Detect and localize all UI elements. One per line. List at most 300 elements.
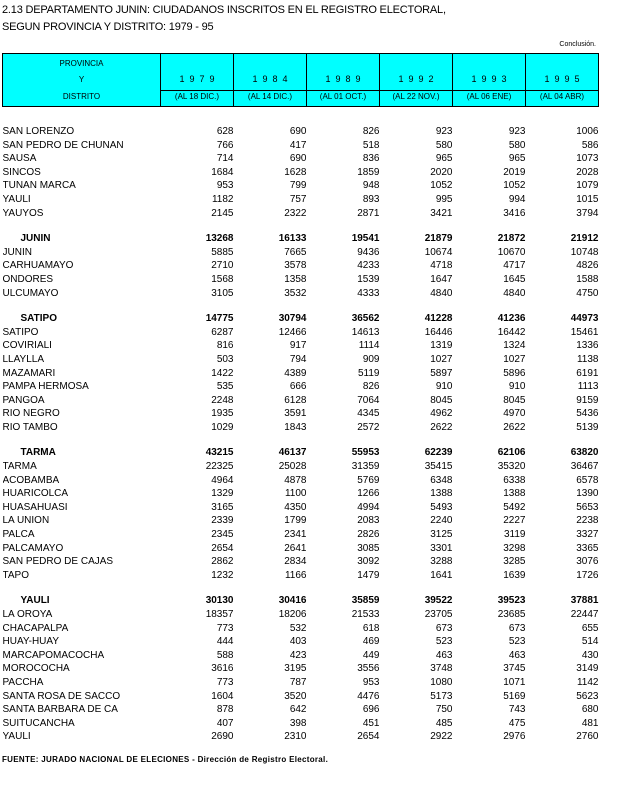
value-cell: 4345 <box>357 408 380 420</box>
value-cell: 18357 <box>205 609 234 620</box>
value-cell: 1336 <box>576 340 599 352</box>
value-cell: 580 <box>508 139 526 151</box>
value-cell: 3520 <box>284 690 307 702</box>
value-cell: 1388 <box>503 488 526 500</box>
value-cell: 3165 <box>211 501 234 513</box>
value-cell: 19541 <box>351 233 380 245</box>
value-cell: 4970 <box>503 408 526 420</box>
value-cell: 826 <box>362 381 380 393</box>
value-cell: 4389 <box>284 367 307 379</box>
district-row <box>3 246 599 260</box>
value-cell: 948 <box>362 180 380 192</box>
value-cell: 16442 <box>497 326 526 338</box>
value-cell: 39523 <box>497 595 526 607</box>
header-year-label: 1989 <box>325 74 366 84</box>
district-name: SAN PEDRO DE CAJAS <box>2 556 114 568</box>
value-cell: 62239 <box>424 447 453 459</box>
province-total-row <box>3 446 599 460</box>
value-cell: 4994 <box>357 501 380 513</box>
value-cell: 714 <box>216 153 234 165</box>
value-cell: 1138 <box>576 353 599 365</box>
value-cell: 1266 <box>357 488 380 500</box>
header-label-y: Y <box>78 75 85 84</box>
value-cell: 5769 <box>357 474 380 486</box>
value-cell: 2862 <box>211 556 234 568</box>
value-cell: 514 <box>581 636 599 648</box>
district-row <box>3 487 599 501</box>
value-cell: 3125 <box>430 529 453 541</box>
value-cell: 5653 <box>576 501 599 513</box>
value-cell: 2248 <box>211 394 234 406</box>
value-cell: 12466 <box>278 326 307 338</box>
value-cell: 451 <box>362 717 380 729</box>
source-note: FUENTE: JURADO NACIONAL DE ELECIONES - Dirección de Registro Electoral. <box>2 755 329 764</box>
value-cell: 55953 <box>351 447 380 459</box>
value-cell: 6338 <box>503 474 526 486</box>
value-cell: 2654 <box>357 731 380 743</box>
value-cell: 3616 <box>211 663 234 675</box>
value-cell: 523 <box>508 636 526 648</box>
spacer-row <box>3 220 599 232</box>
value-cell: 4233 <box>357 260 380 272</box>
value-cell: 836 <box>362 153 380 165</box>
value-cell: 5897 <box>430 367 453 379</box>
value-cell: 21533 <box>351 609 380 620</box>
district-row <box>3 193 599 207</box>
header-date-label: (AL 01 OCT.) <box>319 92 367 101</box>
value-cell: 503 <box>216 353 234 365</box>
district-row <box>3 555 599 569</box>
value-cell: 1647 <box>430 273 453 285</box>
value-cell: 463 <box>508 649 526 661</box>
value-cell: 36467 <box>570 461 599 473</box>
value-cell: 407 <box>216 717 234 729</box>
value-cell: 485 <box>435 717 453 729</box>
value-cell: 1568 <box>211 273 234 285</box>
value-cell: 696 <box>362 704 380 716</box>
value-cell: 2622 <box>430 421 453 433</box>
value-cell: 680 <box>581 704 599 716</box>
value-cell: 23705 <box>424 609 453 620</box>
district-row <box>3 207 599 221</box>
district-name: CARHUAMAYO <box>2 260 74 272</box>
value-cell: 1539 <box>357 273 380 285</box>
header-date-label: (AL 22 NOV.) <box>392 92 440 101</box>
value-cell: 2976 <box>503 731 526 743</box>
value-cell: 1641 <box>430 569 453 581</box>
district-row <box>3 367 599 381</box>
value-cell: 6578 <box>576 474 599 486</box>
value-cell: 14613 <box>351 326 380 338</box>
value-cell: 1390 <box>576 488 599 500</box>
header-year-4 <box>453 54 526 107</box>
value-cell: 6128 <box>284 394 307 406</box>
value-cell: 523 <box>435 636 453 648</box>
value-cell: 965 <box>435 153 453 165</box>
value-cell: 41228 <box>424 313 453 325</box>
district-row <box>3 326 599 340</box>
value-cell: 1639 <box>503 569 526 581</box>
value-cell: 5885 <box>211 246 234 258</box>
value-cell: 2572 <box>357 421 380 433</box>
value-cell: 25028 <box>278 461 307 473</box>
district-row <box>3 339 599 353</box>
value-cell: 469 <box>362 636 380 648</box>
value-cell: 1006 <box>576 126 599 137</box>
district-row <box>3 474 599 488</box>
district-name: YAUYOS <box>2 207 44 219</box>
value-cell: 4476 <box>357 690 380 702</box>
value-cell: 773 <box>216 622 234 634</box>
province-total-row <box>3 232 599 246</box>
value-cell: 750 <box>435 704 453 716</box>
value-cell: 2834 <box>284 556 307 568</box>
value-cell: 2710 <box>211 260 234 272</box>
district-name: JUNIN <box>2 246 32 258</box>
value-cell: 3149 <box>576 663 599 675</box>
value-cell: 14775 <box>205 313 234 325</box>
district-name: SANTA BARBARA DE CA <box>2 704 118 716</box>
header-province-district <box>3 54 161 107</box>
value-cell: 5623 <box>576 690 599 702</box>
header-year-3 <box>380 54 453 107</box>
district-name: SANTA ROSA DE SACCO <box>2 690 121 702</box>
header-date-label: (AL 04 ABR) <box>539 92 585 101</box>
value-cell: 5119 <box>357 367 380 379</box>
value-cell: 1358 <box>284 273 307 285</box>
value-cell: 1113 <box>577 381 599 393</box>
value-cell: 30130 <box>205 595 234 607</box>
value-cell: 6348 <box>430 474 453 486</box>
value-cell: 1843 <box>284 421 307 433</box>
value-cell: 9159 <box>576 394 599 406</box>
district-row <box>3 662 599 676</box>
electoral-registry-table <box>2 53 599 744</box>
value-cell: 417 <box>289 139 307 151</box>
district-row <box>3 608 599 622</box>
value-cell: 4826 <box>576 260 599 272</box>
district-name: LA OROYA <box>2 609 53 620</box>
value-cell: 3421 <box>430 207 453 219</box>
value-cell: 463 <box>435 649 453 661</box>
value-cell: 2622 <box>503 421 526 433</box>
value-cell: 7064 <box>357 394 380 406</box>
value-cell: 3076 <box>576 556 599 568</box>
value-cell: 3285 <box>503 556 526 568</box>
value-cell: 4333 <box>357 287 380 299</box>
district-row <box>3 730 599 744</box>
value-cell: 2310 <box>284 731 307 743</box>
table-title-line-1: 2.13 DEPARTAMENTO JUNIN: CIUDADANOS INSCRITOS EN EL REGISTRO ELECTORAL, <box>2 4 446 16</box>
header-label-provincia: PROVINCIA <box>59 59 104 68</box>
district-row <box>3 166 599 180</box>
district-name: ULCUMAYO <box>2 287 59 299</box>
district-name: ONDORES <box>2 273 54 285</box>
header-year-label: 1995 <box>544 74 585 84</box>
value-cell: 1799 <box>284 515 307 527</box>
value-cell: 481 <box>581 717 599 729</box>
value-cell: 6191 <box>576 367 599 379</box>
header-label-distrito: DISTRITO <box>62 92 101 101</box>
value-cell: 3748 <box>430 663 453 675</box>
district-name: PACCHA <box>2 676 44 688</box>
value-cell: 1100 <box>284 488 307 500</box>
value-cell: 3085 <box>357 542 380 554</box>
value-cell: 917 <box>289 340 307 352</box>
value-cell: 994 <box>508 193 526 205</box>
value-cell: 63820 <box>570 447 599 459</box>
value-cell: 2028 <box>576 166 599 178</box>
value-cell: 1052 <box>430 180 453 192</box>
value-cell: 36562 <box>351 313 380 325</box>
value-cell: 1935 <box>211 408 234 420</box>
district-row <box>3 273 599 287</box>
value-cell: 3532 <box>284 287 307 299</box>
value-cell: 21872 <box>497 233 526 245</box>
district-name: LLAYLLA <box>2 353 45 365</box>
value-cell: 1329 <box>211 488 234 500</box>
value-cell: 923 <box>508 126 526 137</box>
district-name: TARMA <box>2 461 37 473</box>
value-cell: 5139 <box>576 421 599 433</box>
district-name: HUASAHUASI <box>2 501 68 513</box>
value-cell: 3105 <box>211 287 234 299</box>
district-row <box>3 152 599 166</box>
district-name: RIO TAMBO <box>2 421 58 433</box>
district-name: COVIRIALI <box>2 340 52 352</box>
value-cell: 16133 <box>278 233 307 245</box>
value-cell: 4840 <box>503 287 526 299</box>
value-cell: 642 <box>289 704 307 716</box>
value-cell: 2826 <box>357 529 380 541</box>
value-cell: 673 <box>508 622 526 634</box>
spacer-row <box>3 582 599 594</box>
district-row <box>3 380 599 394</box>
value-cell: 2227 <box>503 515 526 527</box>
value-cell: 37881 <box>570 595 599 607</box>
value-cell: 430 <box>581 649 599 661</box>
value-cell: 2083 <box>357 515 380 527</box>
value-cell: 878 <box>216 704 234 716</box>
value-cell: 1588 <box>576 273 599 285</box>
value-cell: 3591 <box>284 408 307 420</box>
value-cell: 580 <box>435 139 453 151</box>
value-cell: 18206 <box>278 609 307 620</box>
district-name: CHACAPALPA <box>2 622 69 634</box>
value-cell: 1859 <box>357 166 380 178</box>
value-cell: 10670 <box>497 246 526 258</box>
header-year-label: 1993 <box>471 74 512 84</box>
value-cell: 2654 <box>211 542 234 554</box>
value-cell: 690 <box>289 153 307 165</box>
value-cell: 30794 <box>278 313 307 325</box>
table-title-line-2: SEGUN PROVINCIA Y DISTRITO: 1979 - 95 <box>2 21 214 33</box>
district-row <box>3 635 599 649</box>
district-name: PALCAMAYO <box>2 542 64 554</box>
value-cell: 13268 <box>205 233 234 245</box>
district-row <box>3 259 599 273</box>
value-cell: 1422 <box>211 367 234 379</box>
value-cell: 403 <box>289 636 307 648</box>
district-row <box>3 139 599 153</box>
district-row <box>3 717 599 731</box>
value-cell: 35320 <box>497 461 526 473</box>
district-row <box>3 514 599 528</box>
value-cell: 4750 <box>576 287 599 299</box>
value-cell: 43215 <box>205 447 234 459</box>
value-cell: 7665 <box>284 246 307 258</box>
value-cell: 1166 <box>284 569 307 581</box>
header-year-5 <box>526 54 599 107</box>
value-cell: 2760 <box>576 731 599 743</box>
header-date-label: (AL 18 DIC.) <box>174 92 220 101</box>
spacer-row <box>3 300 599 312</box>
value-cell: 449 <box>362 649 380 661</box>
table-body <box>3 107 599 744</box>
value-cell: 444 <box>216 636 234 648</box>
value-cell: 3119 <box>503 529 526 541</box>
district-row <box>3 501 599 515</box>
value-cell: 1319 <box>430 340 453 352</box>
value-cell: 1388 <box>430 488 453 500</box>
value-cell: 2020 <box>430 166 453 178</box>
value-cell: 4964 <box>211 474 234 486</box>
value-cell: 475 <box>508 717 526 729</box>
district-name: YAULI <box>2 731 31 743</box>
value-cell: 1015 <box>576 193 599 205</box>
province-name: TARMA <box>20 447 56 459</box>
district-row <box>3 569 599 583</box>
value-cell: 2871 <box>357 207 380 219</box>
value-cell: 535 <box>216 381 234 393</box>
value-cell: 5896 <box>503 367 526 379</box>
value-cell: 787 <box>289 676 307 688</box>
value-cell: 23685 <box>497 609 526 620</box>
district-row <box>3 622 599 636</box>
value-cell: 826 <box>362 126 380 137</box>
value-cell: 1080 <box>430 676 453 688</box>
district-name: HUARICOLCA <box>2 488 69 500</box>
value-cell: 15461 <box>570 326 599 338</box>
value-cell: 1479 <box>357 569 380 581</box>
value-cell: 30416 <box>278 595 307 607</box>
value-cell: 1232 <box>211 569 234 581</box>
value-cell: 2922 <box>430 731 453 743</box>
value-cell: 3794 <box>576 207 599 219</box>
value-cell: 794 <box>289 353 307 365</box>
value-cell: 44973 <box>570 313 599 325</box>
header-date-label: (AL 06 ENE) <box>466 92 512 101</box>
value-cell: 3298 <box>503 542 526 554</box>
value-cell: 757 <box>289 193 307 205</box>
value-cell: 2641 <box>284 542 307 554</box>
value-cell: 766 <box>216 139 234 151</box>
value-cell: 586 <box>581 139 599 151</box>
value-cell: 1324 <box>503 340 526 352</box>
value-cell: 673 <box>435 622 453 634</box>
district-name: PANGOA <box>2 394 45 406</box>
value-cell: 909 <box>362 353 380 365</box>
value-cell: 3288 <box>430 556 453 568</box>
district-name: SUITUCANCHA <box>2 717 75 729</box>
value-cell: 995 <box>435 193 453 205</box>
header-year-label: 1992 <box>398 74 439 84</box>
table-header-row <box>3 54 599 107</box>
value-cell: 5493 <box>430 501 453 513</box>
value-cell: 3365 <box>576 542 599 554</box>
value-cell: 1628 <box>284 166 307 178</box>
spacer-row <box>3 434 599 446</box>
value-cell: 588 <box>216 649 234 661</box>
value-cell: 655 <box>581 622 599 634</box>
header-year-2 <box>307 54 380 107</box>
value-cell: 2345 <box>211 529 234 541</box>
value-cell: 4350 <box>284 501 307 513</box>
continuation-note: Conclusión. <box>559 41 596 48</box>
value-cell: 1027 <box>503 353 526 365</box>
value-cell: 953 <box>362 676 380 688</box>
district-row <box>3 407 599 421</box>
value-cell: 953 <box>216 180 234 192</box>
value-cell: 5169 <box>503 690 526 702</box>
district-row <box>3 179 599 193</box>
value-cell: 4878 <box>284 474 307 486</box>
value-cell: 3556 <box>357 663 380 675</box>
value-cell: 4718 <box>430 260 453 272</box>
value-cell: 31359 <box>351 461 380 473</box>
spacer-row <box>3 107 599 126</box>
value-cell: 398 <box>289 717 307 729</box>
district-name: SATIPO <box>2 326 39 338</box>
value-cell: 1114 <box>358 340 380 352</box>
value-cell: 1142 <box>576 676 599 688</box>
value-cell: 628 <box>216 126 234 137</box>
value-cell: 923 <box>435 126 453 137</box>
value-cell: 910 <box>435 381 453 393</box>
value-cell: 2322 <box>284 207 307 219</box>
value-cell: 9436 <box>357 246 380 258</box>
value-cell: 1182 <box>211 193 234 205</box>
district-name: TAPO <box>2 569 29 581</box>
province-total-row <box>3 312 599 326</box>
value-cell: 41236 <box>497 313 526 325</box>
value-cell: 965 <box>508 153 526 165</box>
value-cell: 1029 <box>211 421 234 433</box>
value-cell: 5436 <box>576 408 599 420</box>
district-row <box>3 421 599 435</box>
value-cell: 3301 <box>430 542 453 554</box>
value-cell: 743 <box>508 704 526 716</box>
district-name: RIO NEGRO <box>2 408 60 420</box>
district-name: MAZAMARI <box>2 367 56 379</box>
value-cell: 518 <box>362 139 380 151</box>
value-cell: 35415 <box>424 461 453 473</box>
value-cell: 3416 <box>503 207 526 219</box>
district-row <box>3 542 599 556</box>
value-cell: 22447 <box>570 609 599 620</box>
district-row <box>3 460 599 474</box>
value-cell: 3745 <box>503 663 526 675</box>
district-name: YAULI <box>2 193 31 205</box>
district-name: SINCOS <box>2 166 41 178</box>
value-cell: 773 <box>216 676 234 688</box>
district-name: MARCAPOMACOCHA <box>2 649 105 661</box>
header-year-label: 1979 <box>179 74 220 84</box>
value-cell: 8045 <box>430 394 453 406</box>
district-name: ACOBAMBA <box>2 474 60 486</box>
header-year-label: 1984 <box>252 74 293 84</box>
value-cell: 532 <box>289 622 307 634</box>
